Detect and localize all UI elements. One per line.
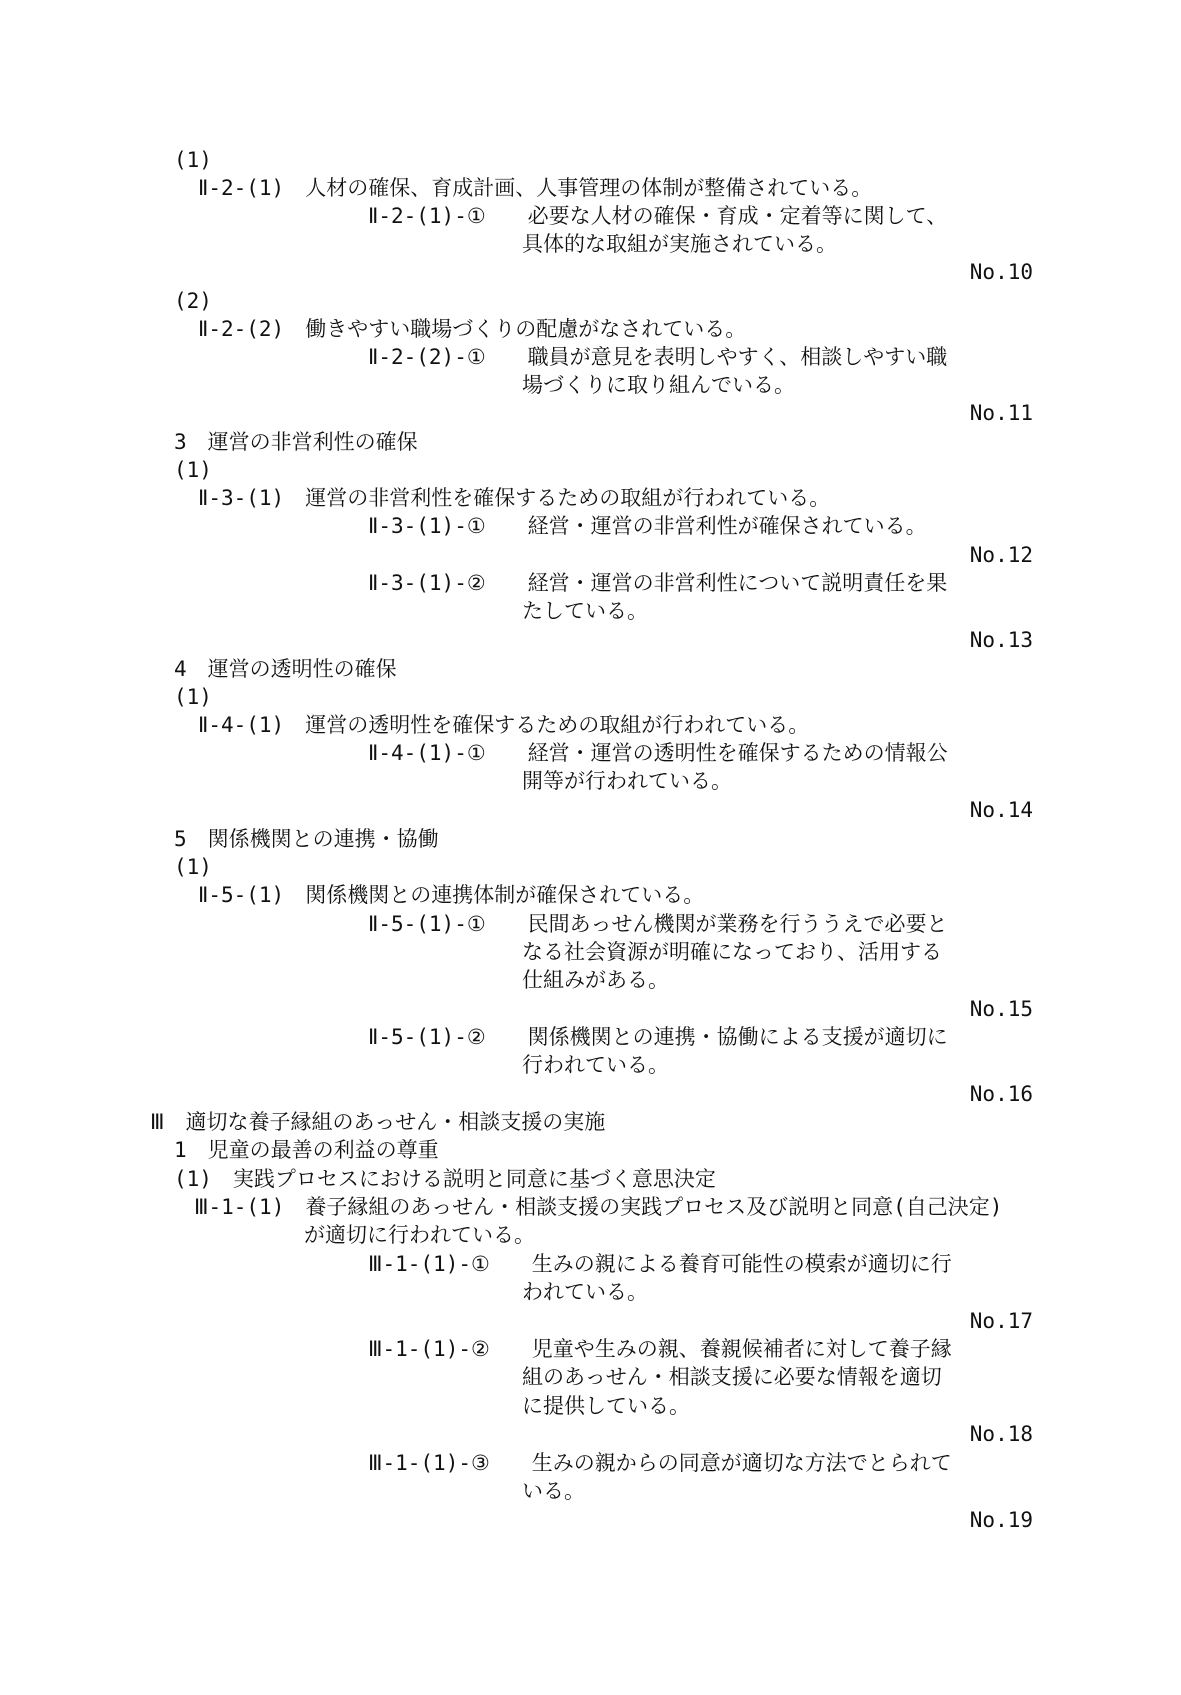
page-reference: No.18 <box>969 1422 1033 1446</box>
criterion-continuation: たしている。 <box>522 599 648 623</box>
criterion-line: Ⅱ-2-(1)-① 必要な人材の確保・育成・定着等に関して、 <box>368 204 948 228</box>
page-reference: No.14 <box>969 798 1033 822</box>
subsection-number: (1) <box>174 685 212 709</box>
standard-heading: Ⅱ-5-(1) 関係機関との連携体制が確保されている。 <box>198 883 705 907</box>
criterion-line: Ⅲ-1-(1)-① 生みの親による養育可能性の模索が適切に行 <box>368 1252 952 1276</box>
criterion-line: Ⅱ-3-(1)-② 経営・運営の非営利性について説明責任を果 <box>368 571 948 595</box>
standard-heading: Ⅱ-2-(2) 働きやすい職場づくりの配慮がなされている。 <box>198 317 747 341</box>
criterion-continuation: 仕組みがある。 <box>522 968 669 992</box>
page-reference: No.11 <box>969 401 1033 425</box>
section-heading: 3 運営の非営利性の確保 <box>174 430 418 454</box>
standard-heading: Ⅲ-1-(1) 養子縁組のあっせん・相談支援の実践プロセス及び説明と同意(自己決定) <box>194 1195 1003 1219</box>
page-reference: No.16 <box>969 1082 1033 1106</box>
subsection-number: (1) <box>174 148 212 172</box>
standard-continuation: が適切に行われている。 <box>304 1223 535 1247</box>
standard-heading: Ⅱ-3-(1) 運営の非営利性を確保するための取組が行われている。 <box>198 486 831 510</box>
criterion-continuation: いる。 <box>522 1479 585 1503</box>
criterion-line: Ⅱ-5-(1)-① 民間あっせん機関が業務を行ううえで必要と <box>368 912 948 936</box>
criterion-continuation: 場づくりに取り組んでいる。 <box>522 373 795 397</box>
standard-heading: Ⅱ-4-(1) 運営の透明性を確保するための取組が行われている。 <box>198 713 810 737</box>
criterion-line: Ⅱ-5-(1)-② 関係機関との連携・協働による支援が適切に <box>368 1025 948 1049</box>
criterion-line: Ⅲ-1-(1)-② 児童や生みの親、養親候補者に対して養子縁 <box>368 1337 952 1361</box>
criterion-continuation: 行われている。 <box>522 1053 669 1077</box>
criterion-continuation: われている。 <box>522 1280 648 1304</box>
criterion-continuation: 具体的な取組が実施されている。 <box>522 232 837 256</box>
section-heading: 4 運営の透明性の確保 <box>174 657 397 681</box>
criterion-line: Ⅱ-2-(2)-① 職員が意見を表明しやすく、相談しやすい職 <box>368 345 948 369</box>
criterion-line: Ⅱ-4-(1)-① 経営・運営の透明性を確保するための情報公 <box>368 741 948 765</box>
page-reference: No.19 <box>969 1508 1033 1532</box>
page-reference: No.10 <box>969 260 1033 284</box>
subsection-number: (2) <box>174 289 212 313</box>
page-reference: No.17 <box>969 1309 1033 1333</box>
page-reference: No.15 <box>969 997 1033 1021</box>
subsection-heading: (1) 実践プロセスにおける説明と同意に基づく意思決定 <box>174 1167 716 1191</box>
criterion-line: Ⅲ-1-(1)-③ 生みの親からの同意が適切な方法でとられて <box>368 1451 952 1475</box>
standard-heading: Ⅱ-2-(1) 人材の確保、育成計画、人事管理の体制が整備されている。 <box>198 176 873 200</box>
section-heading: 5 関係機関との連携・協働 <box>174 827 439 851</box>
criterion-continuation: 組のあっせん・相談支援に必要な情報を適切 <box>522 1365 942 1389</box>
section-heading: 1 児童の最善の利益の尊重 <box>174 1138 439 1162</box>
page-reference: No.13 <box>969 628 1033 652</box>
criterion-continuation: に提供している。 <box>522 1394 690 1418</box>
criterion-continuation: なる社会資源が明確になっており、活用する <box>522 940 942 964</box>
criterion-line: Ⅱ-3-(1)-① 経営・運営の非営利性が確保されている。 <box>368 514 927 538</box>
page-reference: No.12 <box>969 543 1033 567</box>
criterion-continuation: 開等が行われている。 <box>522 769 732 793</box>
subsection-number: (1) <box>174 458 212 482</box>
subsection-number: (1) <box>174 855 212 879</box>
chapter-heading: Ⅲ 適切な養子縁組のあっせん・相談支援の実施 <box>150 1110 606 1134</box>
